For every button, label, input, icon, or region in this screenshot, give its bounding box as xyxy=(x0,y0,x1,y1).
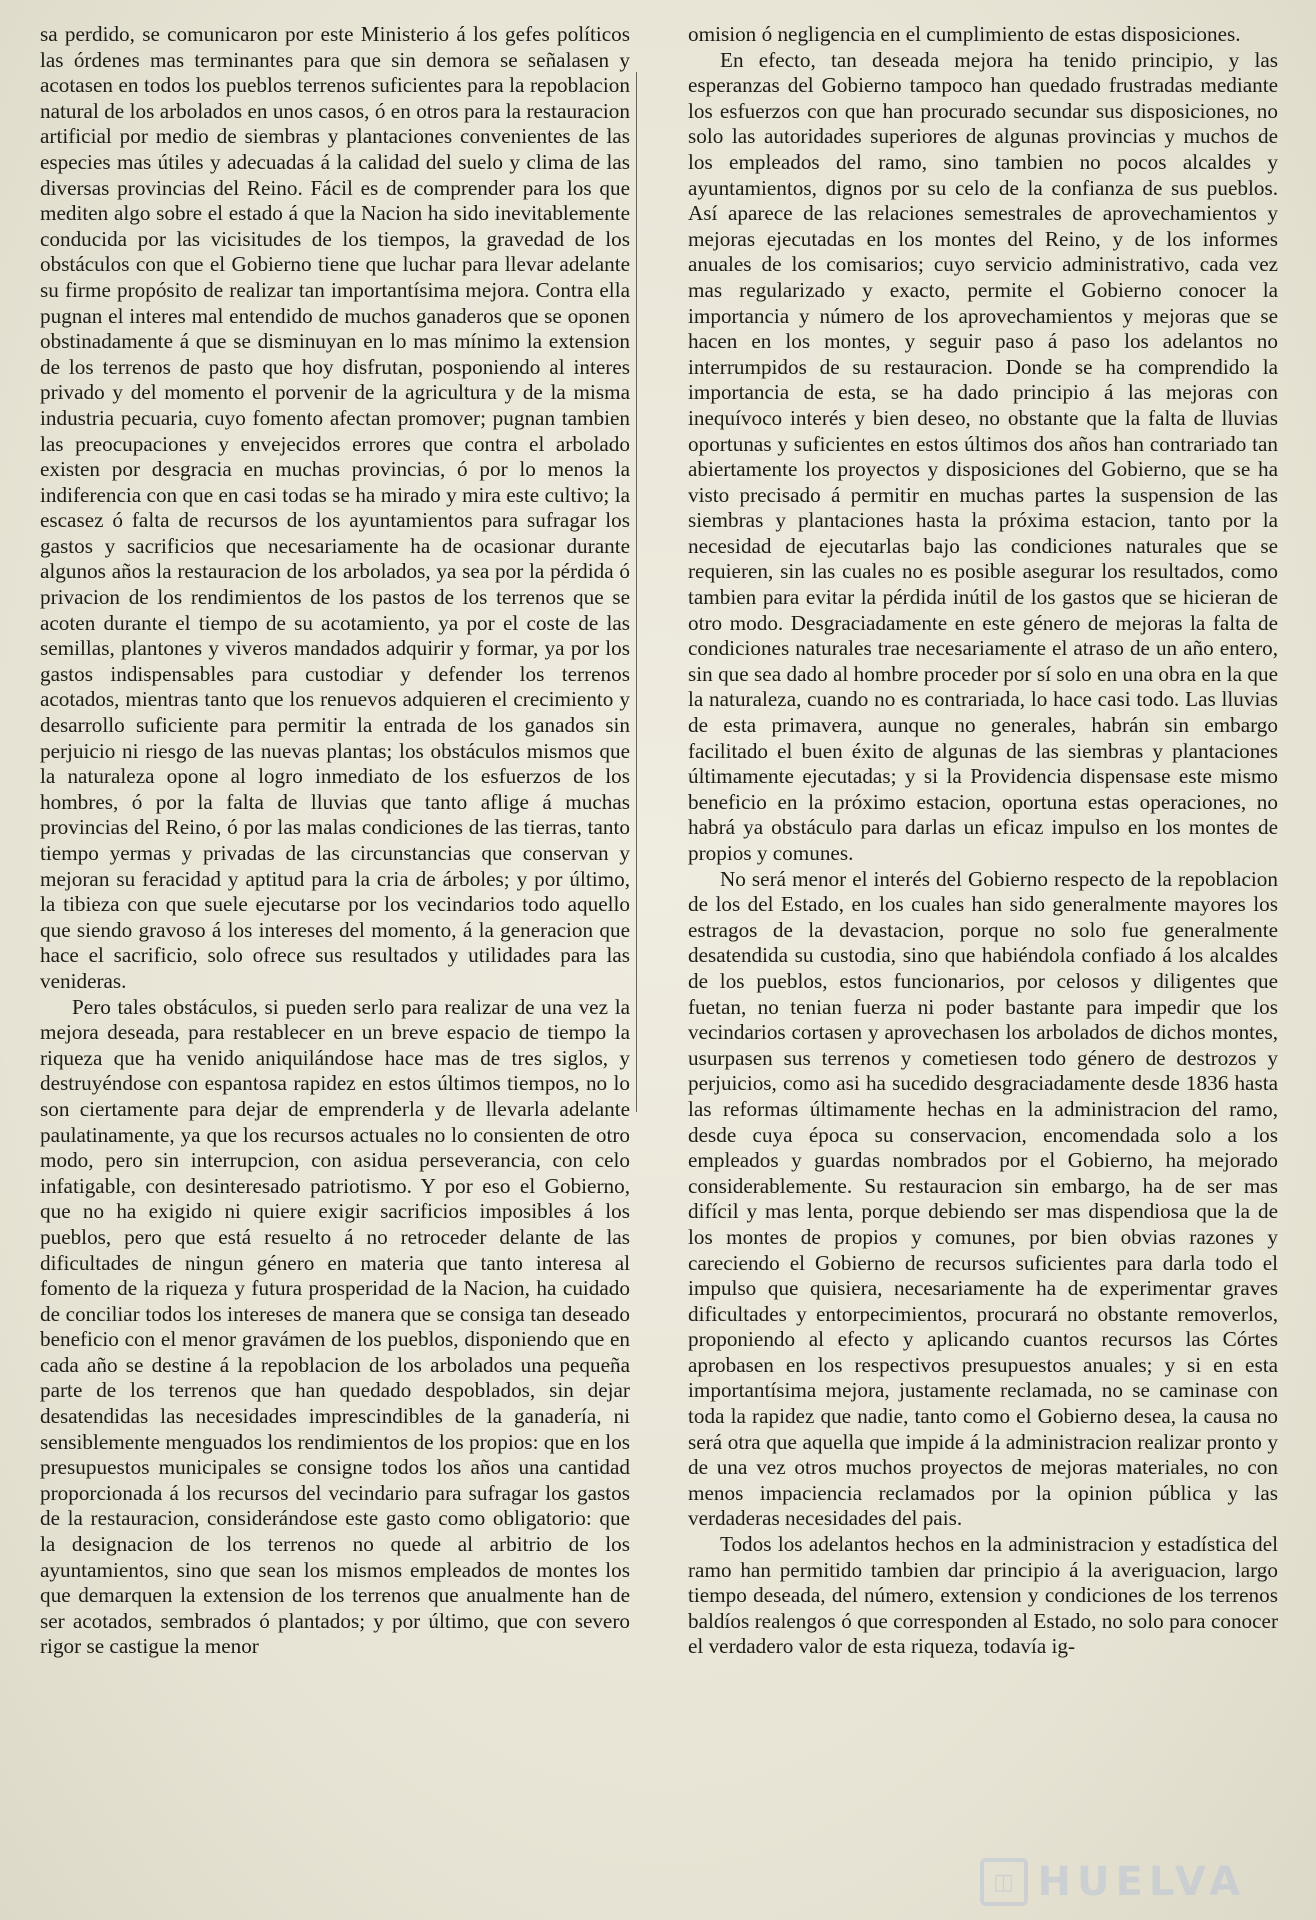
right-paragraph-4: Todos los adelantos hechos en la administracion y estadística del ramo han permitido tambien dar principio á la averiguacion, largo tiempo deseada, del número, extension y condiciones de los terrenos baldíos realengos ó que corresponden al Estado, no solo para conocer el verdadero valor de esta riqueza, todavía ig- xyxy=(688,1532,1278,1659)
watermark-logo-icon: ◫ xyxy=(980,1858,1028,1906)
left-paragraph-1: sa perdido, se comunicaron por este Ministerio á los gefes políticos las órdenes mas terminantes para que sin demora se señalasen y acotasen en todos los pueblos terrenos suficientes para la repoblacion natural de los arbolados en unos casos, ó en otros para la restauracion artificial por medio de siembras y plantaciones convenientes de las especies mas útiles y adecuadas á la calidad del suelo y clima de las diversas provincias del Reino. Fácil es de comprender para los que mediten algo sobre el estado á que la Nacion ha sido inevitablemente conducida por las vicisitudes de los tiempos, la gravedad de los obstáculos con que el Gobierno tiene que luchar para llevar adelante su firme propósito de realizar tan importantísima mejora. Contra ella pugnan el interes mal entendido de muchos ganaderos que se oponen obstinadamente á que se disminuyan en lo mas mínimo la extension de los terrenos de pasto que hoy disfrutan, posponiendo al interes privado y del momento el porvenir de la agricultura y de la misma industria pecuaria, cuyo fomento afectan promover; pugnan tambien las preocupaciones y envejecidos errores que contra el arbolado existen por desgracia en muchas provincias, ó por lo menos la indiferencia con que en casi todas se ha mirado y mira este cultivo; la escasez ó falta de recursos de los ayuntamientos para sufragar los gastos y sacrificios que necesariamente ha de ocasionar durante algunos años la restauracion de los arbolados, ya sea por la pérdida ó privacion de los rendimientos de los pastos de los terrenos que se acoten durante el tiempo de su acotamiento, ya por el coste de las semillas, plantones y viveros mandados adquirir y formar, ya por los gastos indispensables para custodiar y defender los terrenos acotados, mientras tanto que los renuevos adquieren el crecimiento y desarrollo suficiente para permitir la entrada de los ganados sin perjuicio ni riesgo de las nuevas plantas; los obstáculos mismos que la naturaleza opone al logro inmediato de los esfuerzos de los hombres, ó por la falta de lluvias que tanto aflige á muchas provincias del Reino, ó por las malas condiciones de las tierras, tanto tiempo yermas y privadas de las circunstancias que conservan y mejoran su feracidad y aptitud para la cria de árboles; y por último, la tibieza con que suele ejecutarse por los vecindarios todo aquello que siendo gravoso á los intereses del momento, á la generacion que hace el sacrificio, solo ofrece sus resultados y utilidades para las venideras. xyxy=(40,22,630,993)
left-column xyxy=(40,22,630,1660)
right-paragraph-3: No será menor el interés del Gobierno respecto de la repoblacion de los del Estado, en los cuales han sido generalmente mayores los estragos de la devastacion, porque no solo fue generalmente desatendida su custodia, sino que habiéndola confiado á los alcaldes de los pueblos, estos funcionarios, por celosos y diligentes que fuetan, no tenian fuerza ni poder bastante para impedir que los vecindarios cortasen y aprovechasen los arbolados de dichos montes, usurpasen sus terrenos y cometiesen todo género de destrozos y perjuicios, como asi ha sucedido desgraciadamente desde 1836 hasta las reformas últimamente hechas en la administracion del ramo, desde cuya época su conservacion, encomendada solo a los empleados y guardas nombrados por el Gobierno, ha mejorado considerablemente. Su restauracion sin embargo, ha de ser mas difícil y mas lenta, porque debiendo ser mas dispendiosa que la de los montes de propios y comunes, por bien obvias razones y careciendo el Gobierno de recursos suficientes para darla todo el impulso que quisiera, necesariamente ha de experimentar graves dificultades y entorpecimientos, procurará no obstante removerlos, proponiendo al efecto y aplicando cuantos recursos las Córtes aprobasen en los respectivos presupuestos anuales; y si en esta importantísima mejora, justamente reclamada, no se caminase con toda la rapidez que nadie, tanto como el Gobierno desea, la causa no será otra que aquella que impide á la administracion realizar pronto y de una vez otros muchos proyectos de mejoras materiales, no con menos impaciencia reclamados por la opinion pública y las verdaderas necesidades del pais. xyxy=(688,866,1278,1531)
right-column xyxy=(688,22,1278,1660)
right-paragraph-2: En efecto, tan deseada mejora ha tenido principio, y las esperanzas del Gobierno tampoco han quedado frustradas mediante los esfuerzos con que han procurado secundar sus disposiciones, no solo las autoridades superiores de algunas provincias y muchos de los empleados del ramo, sino tambien no pocos alcaldes y ayuntamientos, dignos por su celo de la confianza de sus pueblos. Así aparece de las relaciones semestrales de aprovechamientos y mejoras ejecutadas en los montes del Reino, y de los informes anuales de los comisarios; cuyo servicio administrativo, cada vez mas regularizado y exacto, permite el Gobierno conocer la importancia y número de los aprovechamientos y mejoras que se hacen en los montes, y seguir paso á paso los adelantos no interrumpidos de su restauracion. Donde se ha comprendido la importancia de esta, se ha dado principio á las mejoras con inequívoco interés y bien deseo, no obstante que la falta de lluvias oportunas y suficientes en estos últimos dos años han contrariado tan abiertamente los proyectos y disposiciones del Gobierno, que se ha visto precisado á permitir en muchas partes la suspension de las siembras y plantaciones hasta la próxima estacion, tanto por la necesidad de ejecutarlas bajo las condiciones naturales que se requieren, sin las cuales no es posible asegurar los resultados, como tambien para evitar la pérdida inútil de los gastos que se hicieran de otro modo. Desgraciadamente en este género de mejoras la falta de condiciones naturales trae necesariamente el atraso de un año entero, sin que sea dado al hombre proceder por sí solo en una obra en la que la naturaleza, cuando no es contrariada, lo hace casi todo. Las lluvias de esta primavera, aunque no generales, habrán sin embargo facilitado el buen éxito de algunas de las siembras y plantaciones últimamente ejecutadas; y si la Providencia dispensase este mismo beneficio en la próximo estacion, oportuna estas operaciones, no habrá ya obstáculo para darlas un eficaz impulso en los montes de propios y comunes. xyxy=(688,47,1278,865)
column-divider xyxy=(636,72,637,1112)
right-paragraph-1: omision ó negligencia en el cumplimiento de estas disposiciones. xyxy=(688,22,1241,46)
library-watermark xyxy=(980,1858,1246,1906)
watermark-text: HUELVA xyxy=(1037,1859,1246,1905)
left-paragraph-2: Pero tales obstáculos, si pueden serlo para realizar de una vez la mejora deseada, para restablecer en un breve espacio de tiempo la riqueza que ha venido aniquilándose hace mas de tres siglos, y destruyéndose con espantosa rapidez en estos últimos tiempos, no lo son ciertamente para dejar de emprenderla y de llevarla adelante paulatinamente, ya que los recursos actuales no lo consienten de otro modo, pero sin interrupcion, con asidua perseverancia, con celo infatigable, con desinteresado patriotismo. Y por eso el Gobierno, que no ha exigido ni quiere exigir sacrificios imposibles á los pueblos, pero que está resuelto á no retroceder delante de las dificultades de ningun género en materia que tanto interesa al fomento de la riqueza y futura prosperidad de la Nacion, ha cuidado de conciliar todos los intereses de manera que se consiga tan deseado beneficio con el menor gravámen de los pueblos, disponiendo que en cada año se destine á la repoblacion de los arbolados una pequeña parte de los terrenos que han quedado despoblados, sin dejar desatendidas las necesidades imprescindibles de la ganadería, ni sensiblemente menguados los rendimientos de los propios: que en los presupuestos municipales se consigne todos los años una cantidad proporcionada á los recursos del vecindario para sufragar los gastos de la restauracion, considerándose este gasto como obligatorio: que la designacion de los terrenos no quede al arbitrio de los ayuntamientos, sino que sean los mismos empleados de montes los que demarquen la extension de los terrenos que anualmente han de ser acotados, sembrados ó plantados; y por último, que con severo rigor se castigue la menor xyxy=(40,994,630,1659)
